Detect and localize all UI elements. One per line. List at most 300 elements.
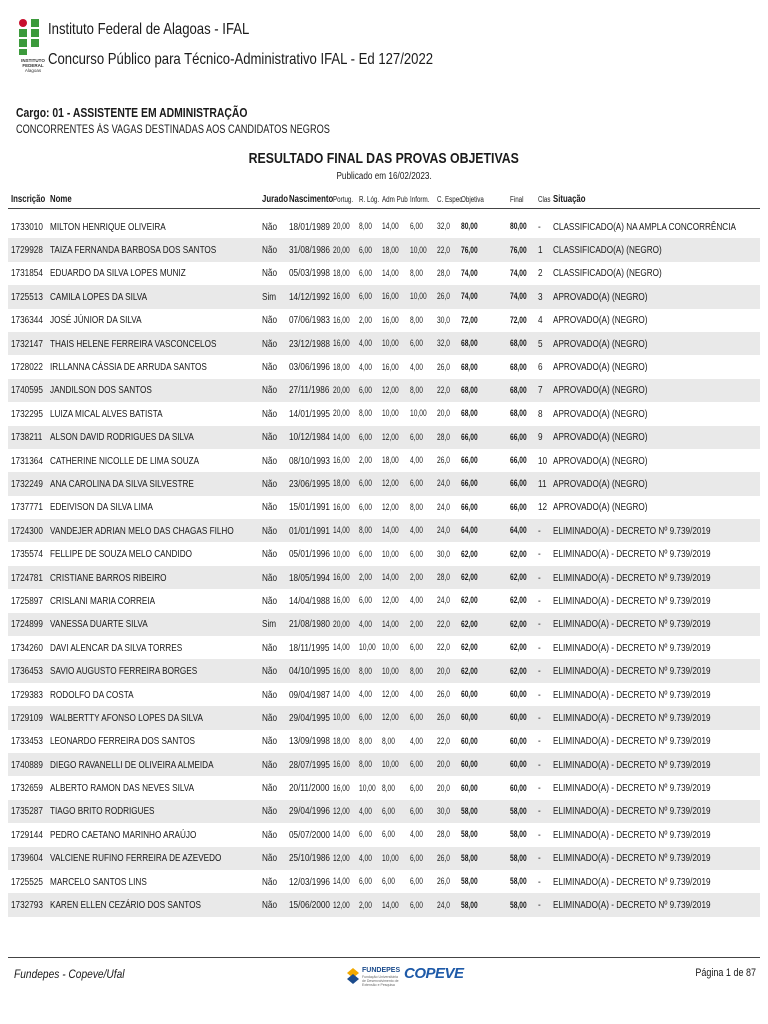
cell-portug-text: 16,00 bbox=[333, 314, 350, 326]
cell-admpub-text: 8,00 bbox=[382, 782, 395, 794]
cell-portug bbox=[333, 683, 357, 706]
cell-cespec-text: 24,0 bbox=[437, 478, 450, 490]
cell-clas-text: - bbox=[538, 220, 541, 233]
cell-rlog bbox=[359, 893, 378, 916]
cell-jurado bbox=[262, 613, 280, 636]
cell-situacao bbox=[553, 706, 755, 729]
cell-cespec-text: 30,0 bbox=[437, 548, 450, 560]
cell-objetiva bbox=[461, 706, 485, 729]
cell-inscricao bbox=[11, 519, 52, 542]
cell-rlog bbox=[359, 379, 378, 402]
cell-inscricao-text: 1735574 bbox=[11, 548, 43, 561]
cell-nome-text: CRISTIANE BARROS RIBEIRO bbox=[50, 571, 167, 584]
cell-objetiva-text: 68,00 bbox=[461, 408, 478, 420]
cell-rlog-text: 8,00 bbox=[359, 665, 372, 677]
cell-situacao bbox=[553, 893, 755, 916]
cell-clas bbox=[538, 402, 544, 425]
cell-inform-text: 2,00 bbox=[410, 572, 423, 584]
cell-rlog-text: 6,00 bbox=[359, 431, 372, 443]
cell-clas bbox=[538, 215, 542, 238]
table-row bbox=[8, 753, 760, 776]
cell-objetiva-text: 62,00 bbox=[461, 665, 478, 677]
cell-clas bbox=[538, 870, 542, 893]
cell-final bbox=[510, 215, 534, 238]
cell-inform-text: 6,00 bbox=[410, 782, 423, 794]
cell-inscricao-text: 1739604 bbox=[11, 852, 43, 865]
cell-objetiva-text: 68,00 bbox=[461, 361, 478, 373]
cell-admpub bbox=[382, 636, 406, 659]
cell-inscricao-text: 1732147 bbox=[11, 337, 43, 350]
cell-objetiva bbox=[461, 496, 485, 519]
cell-nome-text: THAIS HELENE FERREIRA VASCONCELOS bbox=[50, 337, 217, 350]
cell-inscricao-text: 1724781 bbox=[11, 571, 43, 584]
cell-nome-text: CATHERINE NICOLLE DE LIMA SOUZA bbox=[50, 454, 200, 467]
cell-cespec bbox=[437, 753, 456, 776]
table-row bbox=[8, 893, 760, 916]
cell-inform-text: 8,00 bbox=[410, 665, 423, 677]
cell-rlog bbox=[359, 847, 378, 870]
cell-rlog-text: 6,00 bbox=[359, 384, 372, 396]
cell-rlog bbox=[359, 449, 378, 472]
cell-objetiva-text: 60,00 bbox=[461, 735, 478, 747]
cell-clas bbox=[538, 683, 542, 706]
cell-portug-text: 16,00 bbox=[333, 291, 350, 303]
cell-inform-text: 2,00 bbox=[410, 618, 423, 630]
cell-rlog bbox=[359, 519, 378, 542]
cell-inscricao-text: 1729383 bbox=[11, 688, 43, 701]
cell-objetiva bbox=[461, 683, 485, 706]
cell-clas-text: - bbox=[538, 641, 541, 654]
cell-nome bbox=[50, 893, 244, 916]
cell-jurado bbox=[262, 426, 281, 449]
cell-admpub bbox=[382, 823, 401, 846]
cell-jurado-text: Não bbox=[262, 688, 278, 701]
cell-inform-text: 6,00 bbox=[410, 338, 423, 350]
cell-cespec bbox=[437, 332, 456, 355]
cell-nascimento-text: 10/12/1984 bbox=[289, 431, 330, 444]
cell-admpub-text: 10,00 bbox=[382, 665, 399, 677]
cell-objetiva bbox=[461, 730, 485, 753]
cell-admpub-text: 8,00 bbox=[382, 735, 395, 747]
ifal-logo-mark bbox=[18, 18, 44, 56]
cell-final bbox=[510, 262, 534, 285]
cell-nome bbox=[50, 589, 185, 612]
cell-nome bbox=[50, 800, 184, 823]
cell-rlog bbox=[359, 683, 378, 706]
cell-nome-text: RODOLFO DA COSTA bbox=[50, 688, 134, 701]
cell-admpub-text: 12,00 bbox=[382, 689, 399, 700]
cell-portug bbox=[333, 542, 357, 565]
cell-situacao-text: ELIMINADO(A) - DECRETO Nº 9.739/2019 bbox=[553, 641, 711, 654]
col-header-situacao: Situação bbox=[553, 194, 586, 205]
cell-portug bbox=[333, 262, 357, 285]
cell-clas-text: - bbox=[538, 852, 541, 865]
cell-objetiva-text: 58,00 bbox=[461, 899, 478, 911]
cell-situacao bbox=[553, 309, 674, 332]
cell-admpub bbox=[382, 683, 406, 706]
cell-nascimento-text: 27/11/1986 bbox=[289, 384, 330, 397]
cell-cespec bbox=[437, 823, 456, 846]
cell-inform bbox=[410, 589, 429, 612]
cell-objetiva-text: 66,00 bbox=[461, 501, 478, 513]
cell-nascimento-text: 03/06/1996 bbox=[289, 361, 330, 374]
cell-situacao bbox=[553, 613, 755, 636]
cell-clas-text: 3 bbox=[538, 290, 543, 303]
cell-situacao-text: ELIMINADO(A) - DECRETO Nº 9.739/2019 bbox=[553, 852, 711, 865]
cell-inform-text: 8,00 bbox=[410, 314, 423, 326]
cell-rlog-text: 6,00 bbox=[359, 478, 372, 490]
cell-objetiva bbox=[461, 636, 485, 659]
table-row bbox=[8, 496, 760, 519]
cell-admpub-text: 10,00 bbox=[382, 408, 399, 420]
cell-nome bbox=[50, 426, 234, 449]
cell-inform bbox=[410, 542, 429, 565]
cell-inform bbox=[410, 215, 429, 238]
cell-cespec-text: 24,0 bbox=[437, 501, 450, 513]
cell-clas-text: - bbox=[538, 735, 541, 748]
cell-inform bbox=[410, 426, 429, 449]
cell-nascimento-text: 21/08/1980 bbox=[289, 618, 330, 631]
cell-clas-text: 11 bbox=[538, 477, 547, 490]
cell-objetiva-text: 60,00 bbox=[461, 782, 478, 794]
cell-cespec-text: 20,0 bbox=[437, 665, 450, 677]
cell-portug-text: 16,00 bbox=[333, 501, 350, 513]
cell-clas-text: 6 bbox=[538, 361, 543, 374]
cell-portug bbox=[333, 215, 357, 238]
cell-admpub-text: 18,00 bbox=[382, 244, 399, 256]
cell-clas bbox=[538, 496, 550, 519]
cell-cespec bbox=[437, 893, 456, 916]
cell-nome-text: LEONARDO FERREIRA DOS SANTOS bbox=[50, 735, 196, 748]
cell-cespec-text: 26,0 bbox=[437, 712, 450, 724]
cell-objetiva bbox=[461, 449, 485, 472]
cell-cespec bbox=[437, 870, 456, 893]
cell-inform bbox=[410, 332, 429, 355]
cell-situacao bbox=[553, 496, 674, 519]
cell-final bbox=[510, 847, 534, 870]
cell-admpub-text: 16,00 bbox=[382, 291, 399, 303]
cell-admpub-text: 6,00 bbox=[382, 829, 395, 841]
cell-inscricao-text: 1729928 bbox=[11, 244, 43, 257]
cell-jurado-text: Não bbox=[262, 501, 278, 514]
cell-objetiva-text: 72,00 bbox=[461, 314, 478, 326]
cell-jurado-text: Não bbox=[262, 735, 278, 748]
cell-final-text: 58,00 bbox=[510, 829, 527, 841]
cell-portug bbox=[333, 472, 357, 495]
cell-jurado-text: Não bbox=[262, 337, 278, 350]
cell-nascimento-text: 08/10/1993 bbox=[289, 454, 330, 467]
cell-admpub bbox=[382, 870, 401, 893]
cell-rlog-text: 6,00 bbox=[359, 829, 372, 841]
cell-nome bbox=[50, 566, 199, 589]
cell-jurado-text: Não bbox=[262, 641, 278, 654]
cell-cespec bbox=[437, 659, 456, 682]
cell-nascimento-text: 18/01/1989 bbox=[289, 220, 330, 233]
cell-objetiva-text: 58,00 bbox=[461, 852, 478, 864]
cell-inform bbox=[410, 753, 429, 776]
cell-jurado bbox=[262, 496, 281, 519]
cell-inscricao bbox=[11, 800, 52, 823]
cell-portug bbox=[333, 870, 357, 893]
table-row bbox=[8, 659, 760, 682]
cargo-subtitle: CONCORRENTES ÀS VAGAS DESTINADAS AOS CANDIDATOS NEGROS bbox=[16, 124, 330, 136]
cell-cespec bbox=[437, 262, 456, 285]
cell-inscricao bbox=[11, 706, 52, 729]
cell-nome-text: EDUARDO DA SILVA LOPES MUNIZ bbox=[50, 267, 186, 280]
cell-cespec bbox=[437, 309, 456, 332]
cell-nome-text: TAIZA FERNANDA BARBOSA DOS SANTOS bbox=[50, 244, 217, 257]
cell-jurado bbox=[262, 800, 281, 823]
cell-objetiva bbox=[461, 753, 485, 776]
cell-nome bbox=[50, 542, 232, 565]
table-row bbox=[8, 402, 760, 425]
cell-inform-text: 8,00 bbox=[410, 267, 423, 279]
cell-clas bbox=[538, 636, 542, 659]
cell-clas-text: - bbox=[538, 665, 541, 678]
cell-cespec bbox=[437, 776, 456, 799]
cell-portug bbox=[333, 379, 357, 402]
cell-rlog-text: 4,00 bbox=[359, 618, 372, 630]
cell-nome-text: DAVI ALENCAR DA SILVA TORRES bbox=[50, 641, 183, 654]
cell-inform bbox=[410, 355, 429, 378]
cell-jurado-text: Não bbox=[262, 267, 278, 280]
cell-nascimento-text: 29/04/1995 bbox=[289, 711, 330, 724]
cell-situacao bbox=[553, 355, 674, 378]
cell-nascimento-text: 14/01/1995 bbox=[289, 407, 330, 420]
cell-nome-text: MARCELO SANTOS LINS bbox=[50, 875, 147, 888]
table-row bbox=[8, 636, 760, 659]
cell-jurado bbox=[262, 566, 281, 589]
cell-admpub bbox=[382, 309, 406, 332]
col-header-cespec: C. Espec. bbox=[437, 195, 465, 204]
cell-jurado bbox=[262, 847, 281, 870]
cell-admpub-text: 12,00 bbox=[382, 478, 399, 490]
cell-jurado bbox=[262, 542, 281, 565]
cell-clas-text: - bbox=[538, 782, 541, 795]
cell-objetiva bbox=[461, 659, 485, 682]
cell-situacao bbox=[553, 215, 768, 238]
cell-clas bbox=[538, 379, 544, 402]
cell-inform-text: 10,00 bbox=[410, 408, 427, 420]
cell-objetiva-text: 58,00 bbox=[461, 805, 478, 817]
cell-final-text: 66,00 bbox=[510, 455, 527, 467]
cell-admpub bbox=[382, 355, 406, 378]
cell-nascimento-text: 14/04/1988 bbox=[289, 594, 330, 607]
cell-cespec-text: 30,0 bbox=[437, 805, 450, 817]
cell-inform-text: 6,00 bbox=[410, 642, 423, 654]
cell-jurado bbox=[262, 706, 281, 729]
cell-inform bbox=[410, 379, 429, 402]
cell-objetiva bbox=[461, 262, 485, 285]
cell-admpub-text: 12,00 bbox=[382, 501, 399, 513]
cell-cespec-text: 22,0 bbox=[437, 618, 450, 630]
cell-situacao bbox=[553, 542, 755, 565]
cell-final-text: 72,00 bbox=[510, 314, 527, 326]
contest-title: Concurso Público para Técnico-Administrativo IFAL - Ed 127/2022 bbox=[48, 51, 434, 68]
cell-admpub bbox=[382, 472, 406, 495]
table-row bbox=[8, 472, 760, 495]
cell-final bbox=[510, 753, 534, 776]
cell-objetiva bbox=[461, 800, 485, 823]
cell-inscricao-text: 1732295 bbox=[11, 407, 43, 420]
cell-nascimento-text: 23/12/1988 bbox=[289, 337, 330, 350]
cell-situacao bbox=[553, 800, 755, 823]
cell-jurado-text: Não bbox=[262, 782, 278, 795]
cell-admpub-text: 14,00 bbox=[382, 267, 399, 279]
cell-jurado bbox=[262, 355, 281, 378]
table-row bbox=[8, 870, 760, 893]
table-row bbox=[8, 683, 760, 706]
cell-final bbox=[510, 355, 534, 378]
cell-jurado-text: Não bbox=[262, 454, 278, 467]
cell-inscricao-text: 1724899 bbox=[11, 618, 43, 631]
col-header-rlog: R. Lóg. bbox=[359, 195, 380, 204]
table-row bbox=[8, 613, 760, 636]
cell-clas-text: - bbox=[538, 899, 541, 912]
cell-final bbox=[510, 683, 534, 706]
cell-jurado bbox=[262, 309, 281, 332]
fundepes-logo-subtext: Fundação Universitária de Desenvolvimento de Extensão e Pesquisa bbox=[362, 975, 399, 987]
cell-clas-text: 1 bbox=[538, 244, 543, 257]
cell-inscricao-text: 1738211 bbox=[11, 431, 43, 444]
ifal-logo bbox=[18, 18, 44, 84]
cell-portug bbox=[333, 309, 357, 332]
cell-portug bbox=[333, 449, 357, 472]
cell-nome bbox=[50, 285, 175, 308]
copeve-logo: COPEVE bbox=[404, 965, 464, 982]
cell-nome bbox=[50, 309, 167, 332]
cell-clas-text: 5 bbox=[538, 337, 543, 350]
cell-situacao bbox=[553, 519, 755, 542]
cell-objetiva-text: 58,00 bbox=[461, 876, 478, 888]
cell-clas-text: - bbox=[538, 711, 541, 724]
cell-jurado-text: Não bbox=[262, 594, 278, 607]
cell-portug-text: 16,00 bbox=[333, 759, 350, 771]
cell-situacao-text: CLASSIFICADO(A) (NEGRO) bbox=[553, 267, 662, 280]
cell-final bbox=[510, 332, 534, 355]
cell-jurado-text: Não bbox=[262, 407, 278, 420]
table-row bbox=[8, 519, 760, 542]
cell-inform bbox=[410, 309, 429, 332]
cell-objetiva bbox=[461, 823, 485, 846]
cell-clas-text: 4 bbox=[538, 314, 543, 327]
cell-rlog-text: 8,00 bbox=[359, 735, 372, 747]
cell-situacao-text: APROVADO(A) (NEGRO) bbox=[553, 290, 648, 303]
cell-final bbox=[510, 449, 534, 472]
cell-rlog bbox=[359, 730, 378, 753]
cell-rlog bbox=[359, 636, 383, 659]
cell-cespec bbox=[437, 449, 456, 472]
cell-jurado bbox=[262, 730, 281, 753]
cell-cespec bbox=[437, 800, 456, 823]
cell-clas bbox=[538, 519, 542, 542]
cell-clas bbox=[538, 285, 544, 308]
cell-objetiva bbox=[461, 472, 485, 495]
cell-final bbox=[510, 566, 534, 589]
cell-jurado bbox=[262, 776, 281, 799]
cell-inform-text: 6,00 bbox=[410, 221, 423, 233]
cell-objetiva bbox=[461, 426, 485, 449]
cell-nome-text: ALSON DAVID RODRIGUES DA SILVA bbox=[50, 431, 194, 444]
cell-cespec bbox=[437, 847, 456, 870]
cell-nome-text: VALCIENE RUFINO FERREIRA DE AZEVEDO bbox=[50, 852, 222, 865]
cell-admpub bbox=[382, 893, 406, 916]
cell-inform bbox=[410, 847, 429, 870]
cell-inscricao bbox=[11, 566, 52, 589]
cell-nascimento-text: 29/04/1996 bbox=[289, 805, 330, 818]
cell-nascimento-text: 13/09/1998 bbox=[289, 735, 330, 748]
cell-cespec bbox=[437, 636, 456, 659]
cell-portug bbox=[333, 613, 357, 636]
cell-nome-text: KAREN ELLEN CEZÁRIO DOS SANTOS bbox=[50, 899, 201, 912]
cell-inscricao bbox=[11, 472, 52, 495]
cell-clas bbox=[538, 426, 544, 449]
result-title: RESULTADO FINAL DAS PROVAS OBJETIVAS bbox=[248, 150, 520, 167]
cell-objetiva bbox=[461, 238, 485, 261]
table-row bbox=[8, 730, 760, 753]
cell-rlog bbox=[359, 613, 378, 636]
cell-situacao-text: ELIMINADO(A) - DECRETO Nº 9.739/2019 bbox=[553, 758, 711, 771]
cell-rlog-text: 8,00 bbox=[359, 525, 372, 537]
cell-portug bbox=[333, 589, 357, 612]
cell-final bbox=[510, 589, 534, 612]
cell-portug-text: 20,00 bbox=[333, 221, 350, 233]
cell-inscricao-text: 1734260 bbox=[11, 641, 43, 654]
cell-nome-text: JOSÉ JÚNIOR DA SILVA bbox=[50, 314, 142, 327]
cell-nascimento-text: 20/11/2000 bbox=[289, 782, 330, 795]
cell-objetiva bbox=[461, 776, 485, 799]
cell-nome bbox=[50, 823, 238, 846]
cell-objetiva-text: 66,00 bbox=[461, 478, 478, 490]
cell-portug-text: 20,00 bbox=[333, 244, 350, 256]
cell-situacao bbox=[553, 636, 755, 659]
cell-cespec bbox=[437, 542, 456, 565]
cell-nome bbox=[50, 659, 239, 682]
cell-nome bbox=[50, 238, 263, 261]
cell-jurado-text: Não bbox=[262, 852, 278, 865]
cell-portug-text: 14,00 bbox=[333, 876, 350, 888]
cell-jurado-text: Não bbox=[262, 524, 278, 537]
cell-admpub bbox=[382, 589, 406, 612]
cell-portug-text: 18,00 bbox=[333, 267, 350, 279]
cell-cespec-text: 28,0 bbox=[437, 431, 450, 443]
cell-nome bbox=[50, 472, 234, 495]
cell-cespec bbox=[437, 379, 456, 402]
cell-clas bbox=[538, 589, 542, 612]
cell-final-text: 68,00 bbox=[510, 408, 527, 420]
cell-inform bbox=[410, 659, 429, 682]
cell-situacao-text: ELIMINADO(A) - DECRETO Nº 9.739/2019 bbox=[553, 711, 711, 724]
cell-inform-text: 8,00 bbox=[410, 501, 423, 513]
col-header-jurado: Jurado bbox=[262, 194, 289, 205]
cell-nascimento-text: 09/04/1987 bbox=[289, 688, 330, 701]
cell-portug-text: 10,00 bbox=[333, 712, 350, 724]
cell-final-text: 66,00 bbox=[510, 431, 527, 443]
cell-rlog-text: 2,00 bbox=[359, 899, 372, 911]
cell-inform bbox=[410, 472, 429, 495]
cell-portug-text: 16,00 bbox=[333, 338, 350, 350]
cell-inscricao bbox=[11, 285, 52, 308]
cell-inform-text: 4,00 bbox=[410, 361, 423, 373]
cell-situacao-text: ELIMINADO(A) - DECRETO Nº 9.739/2019 bbox=[553, 899, 711, 912]
cell-inform-text: 4,00 bbox=[410, 525, 423, 537]
cell-cespec-text: 20,0 bbox=[437, 759, 450, 771]
cell-inscricao-text: 1731854 bbox=[11, 267, 43, 280]
cell-inscricao bbox=[11, 730, 52, 753]
cell-clas bbox=[538, 776, 542, 799]
cell-inform bbox=[410, 683, 429, 706]
cell-clas bbox=[538, 753, 542, 776]
